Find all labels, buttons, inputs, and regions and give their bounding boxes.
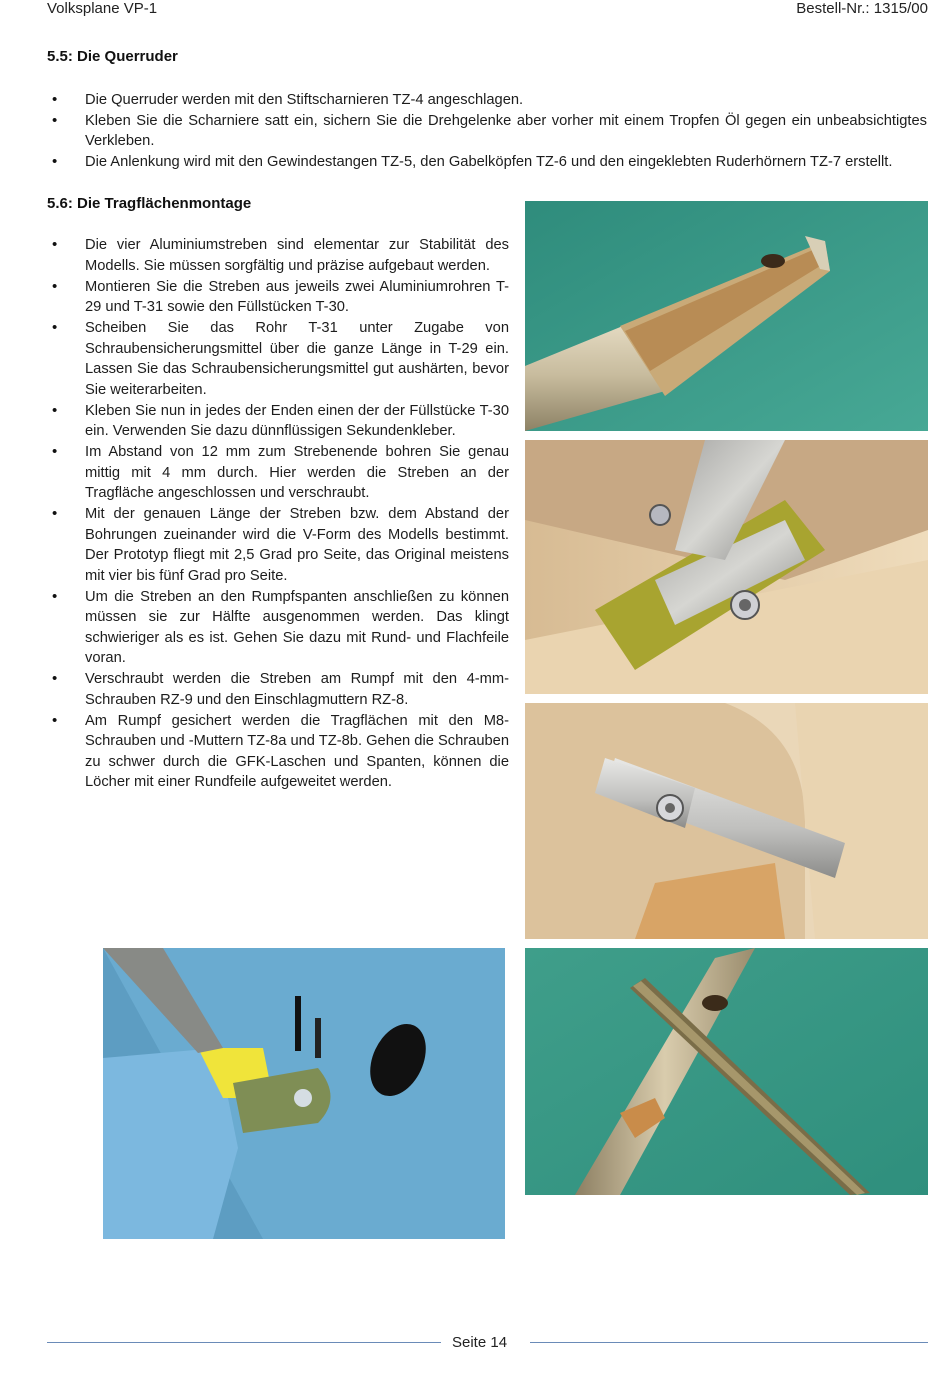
list-item: • Im Abstand von 12 mm zum Strebenende bohren Sie genau mittig mit 4 mm durch. Hier werden die Streben an der Tragfläche angeschlossen und verschraubt.: [47, 442, 509, 504]
header-order-number: Bestell-Nr.: 1315/00: [796, 0, 928, 17]
section-heading-querruder: 5.5: Die Querruder: [47, 48, 178, 65]
footer-rule-right: [530, 1342, 928, 1343]
list-item: • Mit der genauen Länge der Streben bzw. dem Abstand der Bohrungen zueinander wird die V-Form des Modells bestimmt. Der Prototyp fliegt mit 2,5 Grad pro Seite, das Original meistens mit vier bis fünf Grad pro Seite.: [47, 504, 509, 586]
photo-wing-root-gfk-tab: [103, 948, 505, 1239]
list-item: • Die vier Aluminiumstreben sind elementar zur Stabilität des Modells. Sie müssen sorgfältig und präzise aufgebaut werden.: [47, 235, 509, 276]
photo-strut-gfk-tabs: [525, 440, 928, 694]
list-item: • Um die Streben an den Rumpfspanten anschließen zu können müssen sie zur Hälfte ausgenommen werden. Das klingt schwieriger als es ist. Gehen Sie dazu mit Rund- und Flachfeile voran.: [47, 587, 509, 669]
list-item: • Montieren Sie die Streben aus jeweils zwei Aluminiumrohren T-29 und T-31 sowie den Füllstücken T-30.: [47, 277, 509, 318]
section-heading-tragflaechenmontage: 5.6: Die Tragflächenmontage: [47, 195, 252, 212]
list-item: • Am Rumpf gesichert werden die Tragflächen mit den M8-Schrauben und -Muttern TZ-8a und TZ-8b. Gehen die Schrauben zu schwer durch die GFK-Laschen und Spanten, können die Löcher mit einer Rundfeile aufgeweitet werden.: [47, 711, 509, 793]
querruder-bullet-list: [47, 90, 927, 172]
list-item: • Kleben Sie die Scharniere satt ein, sichern Sie die Drehgelenke aber vorher mit einem Tropfen Öl gegen ein unbeabsichtigtes Verkleben.: [47, 111, 927, 152]
photo-strut-end-filler: [525, 201, 928, 431]
list-item: • Die Querruder werden mit den Stiftscharnieren TZ-4 angeschlagen.: [47, 90, 927, 111]
photo-strut-fuselage-former: [525, 703, 928, 939]
list-item: • Die Anlenkung wird mit den Gewindestangen TZ-5, den Gabelköpfen TZ-6 und den eingeklebten Ruderhörnern TZ-7 erstellt.: [47, 152, 927, 173]
footer-rule-left: [47, 1342, 441, 1343]
list-item: • Scheiben Sie das Rohr T-31 unter Zugabe von Schraubensicherungsmittel über die ganze Länge in T-29 ein. Lassen Sie das Schraubensicherungsmittel gut aushärten, bevor Sie weiterarbeiten.: [47, 318, 509, 400]
list-item: • Kleben Sie nun in jedes der Enden einen der der Füllstücke T-30 ein. Verwenden Sie dazu dünnflüssigen Sekundenkleber.: [47, 401, 509, 442]
tragflaeche-bullet-list: [47, 235, 509, 793]
page-number: Seite 14: [452, 1334, 508, 1351]
header-title: Volksplane VP-1: [47, 0, 158, 17]
photo-file-and-strut: [525, 948, 928, 1195]
list-item: • Verschraubt werden die Streben am Rumpf mit den 4-mm-Schrauben RZ-9 und den Einschlagmuttern RZ-8.: [47, 669, 509, 710]
